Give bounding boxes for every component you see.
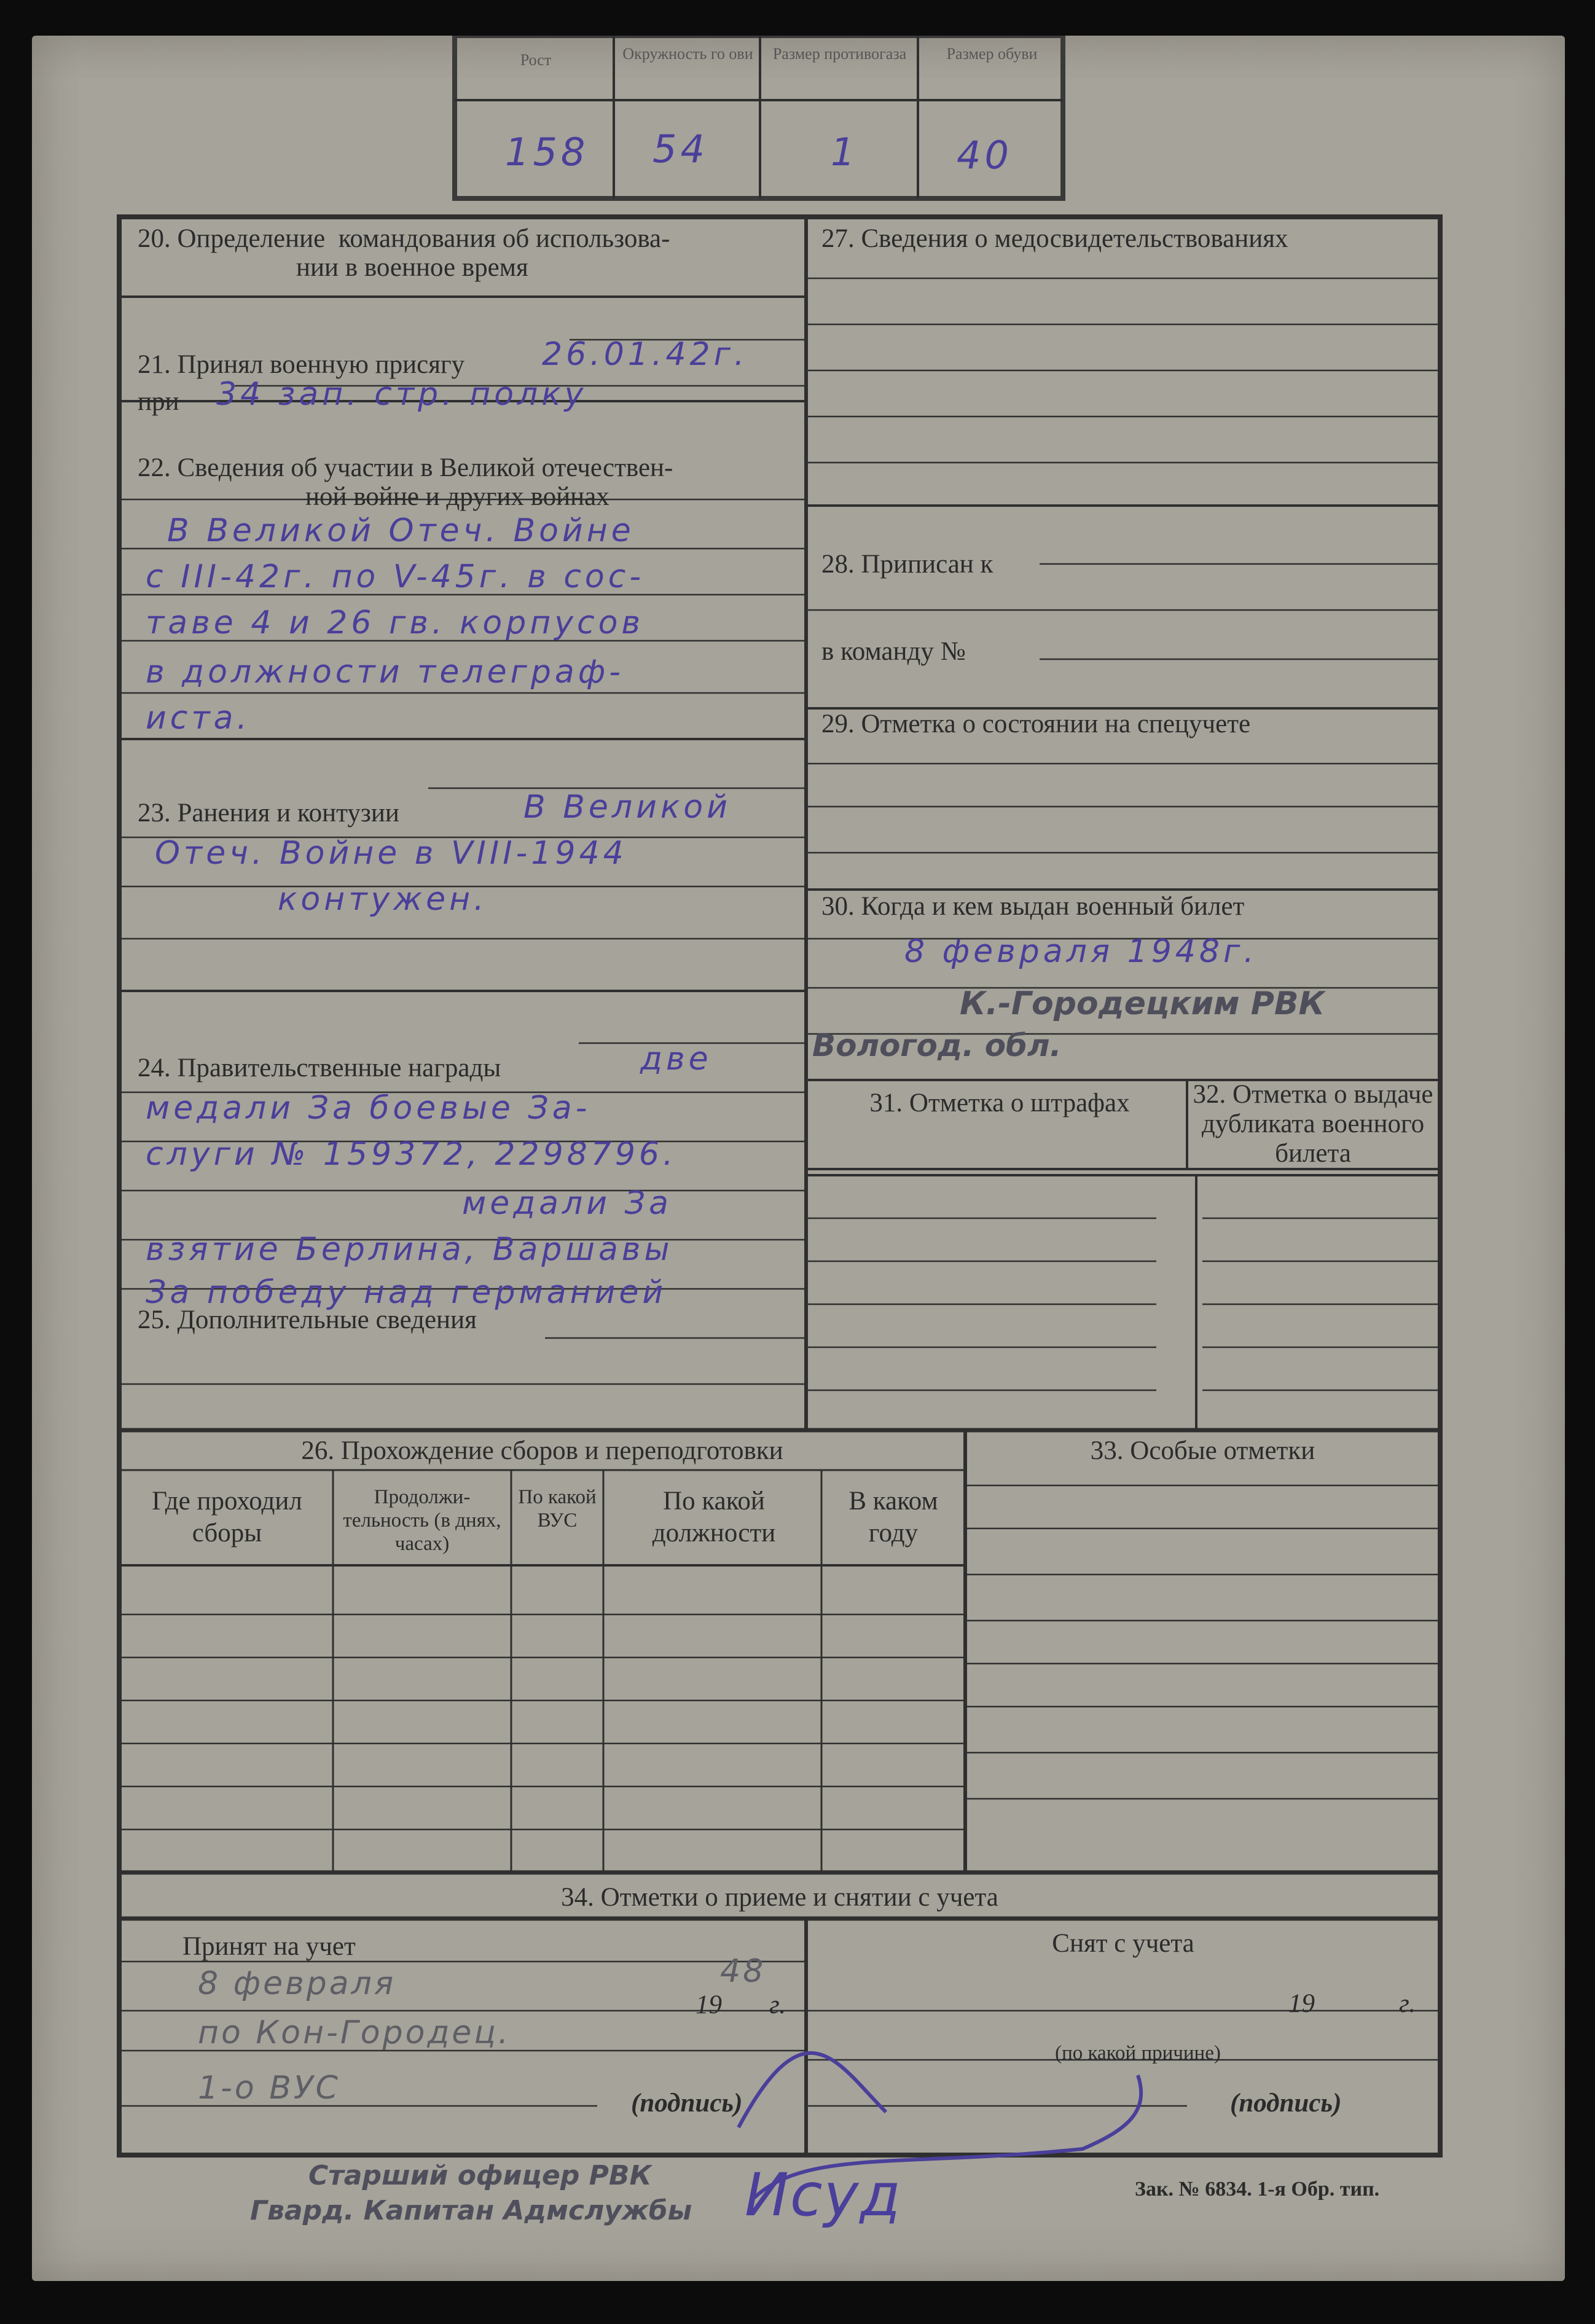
field26-title: 26. Прохождение сборов и переподготовки	[301, 1436, 783, 1465]
field33-label: 33. Особые отметки	[1090, 1436, 1315, 1465]
accepted-vus-hw: 1-о ВУС	[198, 2070, 340, 2107]
field22-label-line2: ной войне и других войнах	[305, 482, 609, 511]
document-card	[32, 36, 1565, 2281]
officer-stamp-line2: Гвард. Капитан Адмслужбы	[250, 2195, 692, 2226]
military-id-issue-date: 8 февраля 1948г.	[904, 933, 1258, 970]
print-note: Зак. № 6834. 1-я Обр. тип.	[1135, 2178, 1380, 2201]
wounds-line3: контужен.	[278, 881, 488, 918]
field25-label: 25. Дополнительные сведения	[138, 1305, 477, 1334]
accepted-place-hw: по Кон-Городец.	[198, 2014, 511, 2051]
field27-label: 27. Сведения о медосвидетельствованиях	[821, 224, 1288, 253]
officer-signature: Исуд	[745, 2161, 902, 2229]
field30-label: 30. Когда и кем выдан военный билет	[821, 892, 1245, 921]
war-participation-line1: В Великой Отеч. Войне	[167, 512, 635, 549]
field31-label: 31. Отметка о штрафах	[869, 1089, 1130, 1117]
removed-signature-label: (подпись)	[1230, 2089, 1342, 2118]
awards-line4: медали За	[462, 1185, 672, 1222]
field21-label-line2: при	[138, 387, 179, 416]
awards-line1: две	[640, 1041, 712, 1078]
oath-unit: 34 зап. стр. полку	[216, 376, 587, 413]
shoe-size-value: 40	[957, 133, 1013, 178]
field28-label-line2: в команду №	[821, 637, 966, 666]
field29-label: 29. Отметка о состоянии на спецучете	[821, 710, 1251, 738]
col-year-header: В каком году	[848, 1487, 938, 1547]
awards-line5: взятие Берлина, Варшавы	[146, 1231, 673, 1268]
field22-label-line1: 22. Сведения об участии в Великой отечествен-	[138, 453, 673, 482]
accepted-year-prefix: 19	[696, 1990, 722, 2019]
accepted-signature-label: (подпись)	[631, 2089, 743, 2118]
shoe-size-header: Размер обуви	[946, 45, 1038, 63]
col-duration-header: Продолжи-тельность (в днях, часах)	[343, 1486, 501, 1555]
gas-mask-size-header: Размер противогаза	[772, 45, 907, 63]
field20-label-line1: 20. Определение командования об использова-	[138, 224, 670, 253]
accepted-label: Принят на учет	[182, 1932, 356, 1961]
accepted-year-hw: 48	[720, 1953, 766, 1990]
col-where-header: Где проходил сборы	[152, 1487, 302, 1547]
accepted-date-hw: 8 февраля	[198, 1965, 396, 2002]
awards-line3: слуги № 159372, 2298796.	[146, 1136, 677, 1173]
field21-label-line1: 21. Принял военную присягу	[138, 350, 465, 379]
war-participation-line5: иста.	[146, 700, 251, 737]
removed-year-prefix: 19	[1288, 1989, 1315, 2018]
col-position-header: По какой должности	[652, 1487, 776, 1547]
military-id-region-stamp: Вологод. обл.	[812, 1028, 1062, 1063]
oath-date: 26.01.42г.	[542, 336, 748, 373]
height-header: Рост	[520, 51, 552, 69]
officer-stamp-line1: Старший офицер РВК	[308, 2160, 652, 2191]
wounds-line1: В Великой	[523, 789, 731, 826]
field24-label: 24. Правительственные награды	[138, 1054, 501, 1082]
field32-label: 32. Отметка о выдаче дубликата военного билета	[1193, 1080, 1433, 1168]
awards-line2: медали За боевые За-	[146, 1090, 591, 1127]
signature-stroke	[739, 2053, 886, 2127]
field28-label-line1: 28. Приписан к	[821, 550, 993, 579]
field23-label: 23. Ранения и контузии	[138, 799, 399, 827]
accepted-year-suffix: г.	[769, 1990, 786, 2019]
war-participation-line4: в должности телеграф-	[146, 654, 624, 691]
wounds-line2: Отеч. Войне в VIII-1944	[155, 835, 627, 872]
head-circumference-header: Окружность го ови	[622, 45, 753, 63]
reason-label: (по какой причине)	[1055, 2042, 1221, 2064]
field34-title: 34. Отметки о приеме и снятии с учета	[561, 1883, 998, 1912]
military-id-issuer-stamp: К.-Городецким РВК	[960, 985, 1325, 1022]
war-participation-line2: с III-42г. по V-45г. в сос-	[146, 558, 645, 595]
height-value: 158	[505, 130, 589, 174]
head-circumference-value: 54	[652, 127, 708, 171]
field20-label-line2: нии в военное время	[296, 253, 528, 282]
awards-line6: За победу над германией	[146, 1274, 667, 1311]
gas-mask-size-value: 1	[831, 130, 859, 174]
col-vus-header: По какой ВУС	[518, 1486, 597, 1532]
war-participation-line3: таве 4 и 26 гв. корпусов	[146, 604, 645, 641]
removed-label: Снят с учета	[1052, 1929, 1194, 1958]
removed-year-suffix: г.	[1399, 1989, 1416, 2018]
